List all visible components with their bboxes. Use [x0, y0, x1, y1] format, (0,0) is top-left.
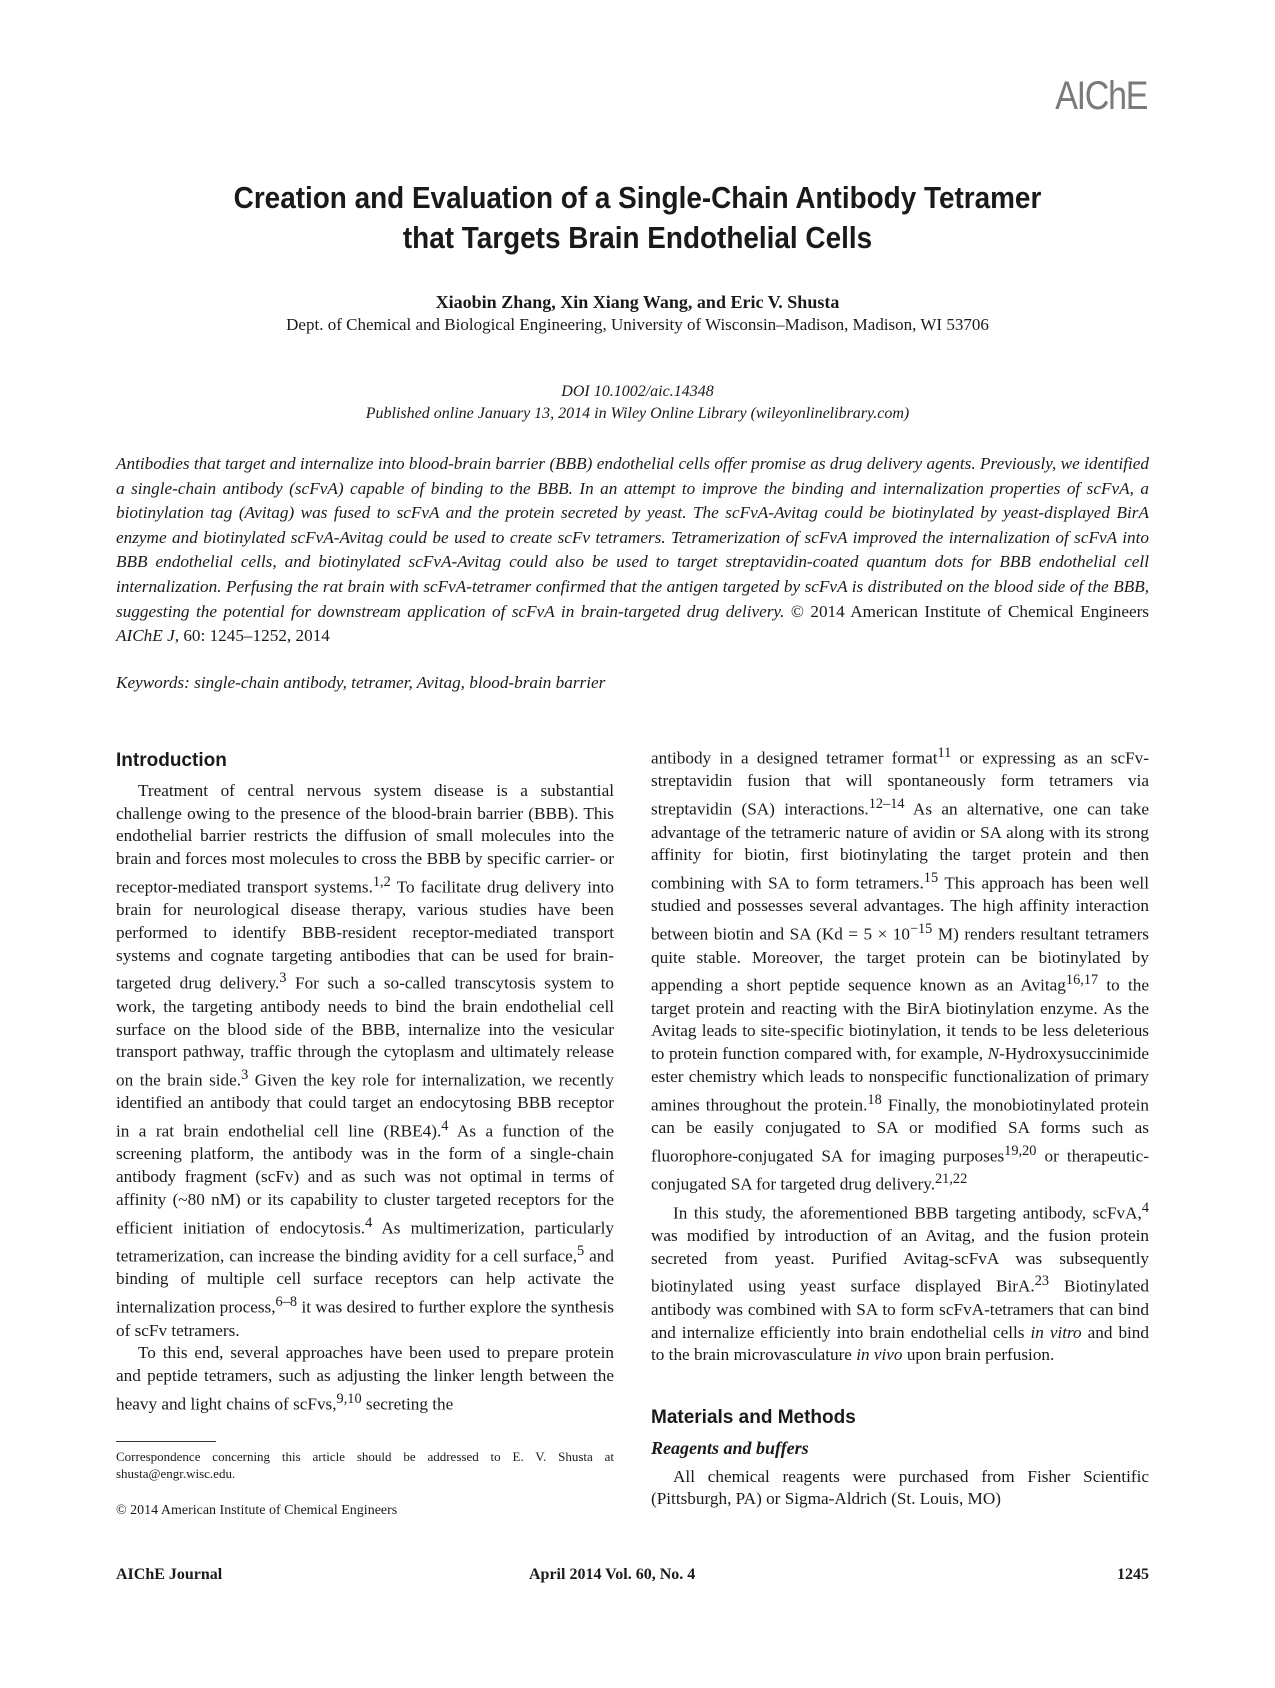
abstract-copyright: © 2014 American Institute of Chemical Engineers — [784, 601, 1149, 621]
footer-journal: AIChE Journal — [116, 1566, 223, 1583]
abstract-citation: , 60: 1245–1252, 2014 — [174, 626, 330, 646]
reagents-heading: Reagents and buffers — [651, 1437, 809, 1458]
footer-issue: April 2014 Vol. 60, No. 4 — [529, 1566, 696, 1583]
abstract — [116, 452, 1149, 649]
intro-paragraph-2: To this end, several approaches have been used to prepare protein and peptide tetramers, such as adjusting the linker length between the heavy and light chains of scFvs,$^{9,10}$ secreting the — [116, 1343, 614, 1414]
footnote-rule — [116, 1441, 216, 1442]
publication-info: Published online January 13, 2014 in Wiley Online Library (wileyonlinelibrary.com) — [365, 405, 910, 422]
affiliation: Dept. of Chemical and Biological Engineering, University of Wisconsin–Madison, Madison, WI 53706 — [286, 315, 989, 334]
right-column — [651, 742, 1149, 1511]
intro-paragraph-1: Treatment of central nervous system disease is a substantial challenge owing to the presence of the blood-brain barrier (BBB). This endothelial barrier restricts the diffusion of small molecules into the brain and forces most molecules to cross the BBB by specific carrier- or receptor-mediated transport systems.$^{1,2}$ To facilitate drug delivery into brain for neurological disease therapy, various studies have been performed to identify BBB-resident receptor-mediated transport systems and cognate targeting antibodies that can be used for brain-targeted drug delivery.$^3$ For such a so-called transcytosis system to work, the targeting antibody needs to bind the brain endothelial cell surface on the blood side of the BBB, internalize into the vesicular transport pathway, traffic through the cytoplasm and ultimately release on the brain side.$^3$ Given the key role for internalization, we recently identified an antibody that could target an endocytosing BBB receptor in a rat brain endothelial cell line (RBE4).$^4$ As a function of the screening platform, the antibody was in the form of a single-chain antibody fragment (scFv) and as such was not optimal in terms of affinity (~80 nM) or its capability to cluster targeted receptors for the efficient initiation of endocytosis.$^4$ As multimerization, particularly tetramerization, can increase the binding avidity for a cell surface,$^5$ and binding of multiple cell surface receptors can help activate the internalization process,$^{6-8}$ it was desired to further explore the synthesis of scFv tetramers. — [116, 781, 615, 1340]
introduction-heading: Introduction — [116, 750, 227, 771]
materials-heading: Materials and Methods — [651, 1406, 856, 1428]
title-line-1: Creation and Evaluation of a Single-Chain Antibody Tetramer — [233, 180, 1042, 215]
correspondence-footnote: Correspondence concerning this article should be addressed to E. V. Shusta at shusta@engr.wisc.edu. — [116, 1449, 614, 1481]
reagents-paragraph: All chemical reagents were purchased from Fisher Scientific (Pittsburgh, PA) or Sigma-Aldrich (St. Louis, MO) — [651, 1466, 1149, 1509]
copyright-line: © 2014 American Institute of Chemical Engineers — [116, 1503, 398, 1518]
keywords: Keywords: single-chain antibody, tetramer, Avitag, blood-brain barrier — [116, 673, 606, 692]
abstract-text: Antibodies that target and internalize into blood-brain barrier (BBB) endothelial cells offer promise as drug delivery agents. Previously, we identified a single-chain antibody (scFvA) capable of binding to the BBB. In an attempt to improve the binding and internalization properties of scFvA, a biotinylation tag (Avitag) was fused to scFvA and the protein secreted by yeast. The scFvA-Avitag could be biotinylated by yeast-displayed BirA enzyme and biotinylated scFvA-Avitag could be used to create scFv tetramers. Tetramerization of scFvA improved the internalization of scFvA into BBB endothelial cells, and biotinylated scFvA-Avitag could also be used to target streptavidin-coated quantum dots for BBB endothelial cell internalization. Perfusing the rat brain with scFvA-tetramer confirmed that the antigen targeted by scFvA is distributed on the blood side of the BBB, suggesting the potential for downstream application of scFvA in brain-targeted drug delivery. — [116, 454, 1149, 621]
page-number: 1245 — [1117, 1566, 1149, 1583]
doi: DOI 10.1002/aic.14348 — [561, 383, 714, 400]
title-line-2: that Targets Brain Endothelial Cells — [402, 220, 873, 255]
aiche-logo: AIChE — [1055, 74, 1147, 118]
intro-paragraph-3: antibody in a designed tetramer format$^{11}$ or expressing as an scFv-streptavidin fusion that will spontaneously form tetramers via streptavidin (SA) interactions.$^{12-14}$ As an alternative, one can take advantage of the tetrameric nature of avidin or SA along with its strong affinity for biotin, first biotinylating the target protein and then combining with SA to form tetramers.$^{15}$ This approach has been well studied and possesses several advantages. The high affinity interaction between biotin and SA ($Kd = 5 \times 10^{-15}$ M) renders resultant tetramers quite stable. Moreover, the target protein can be biotinylated by appending a short peptide sequence known as an Avitag$^{16,17}$ to the target protein and reacting with the BirA biotinylation enzyme. As the Avitag leads to site-specific biotinylation, it tends to be less deleterious to protein function compared with, for example, N-Hydroxysuccinimide ester chemistry which leads to nonspecific functionalization of primary amines throughout the protein.$^{18}$ Finally, the monobiotinylated protein can be easily conjugated to SA or modified SA forms such as fluorophore-conjugated SA for imaging purposes$^{19,20}$ or therapeutic-conjugated SA for targeted drug delivery.$^{21,22}$ — [651, 745, 1150, 1194]
intro-paragraph-4: In this study, the aforementioned BBB targeting antibody, scFvA,$^4$ was modified by introduction of an Avitag, and the fusion protein secreted from yeast. Purified Avitag-scFvA was subsequently biotinylated using yeast surface displayed BirA.$^{23}$ Biotinylated antibody was combined with SA to form scFvA-tetramers that can bind and internalize efficiently into brain endothelial cells in vitro and bind to the brain microvasculature in vivo upon brain perfusion. — [651, 1199, 1149, 1365]
left-column — [116, 748, 614, 1416]
article-title — [181, 178, 1095, 258]
journal-abbrev: AIChE J — [116, 626, 175, 646]
author-list: Xiaobin Zhang, Xin Xiang Wang, and Eric V. Shusta — [435, 292, 840, 312]
